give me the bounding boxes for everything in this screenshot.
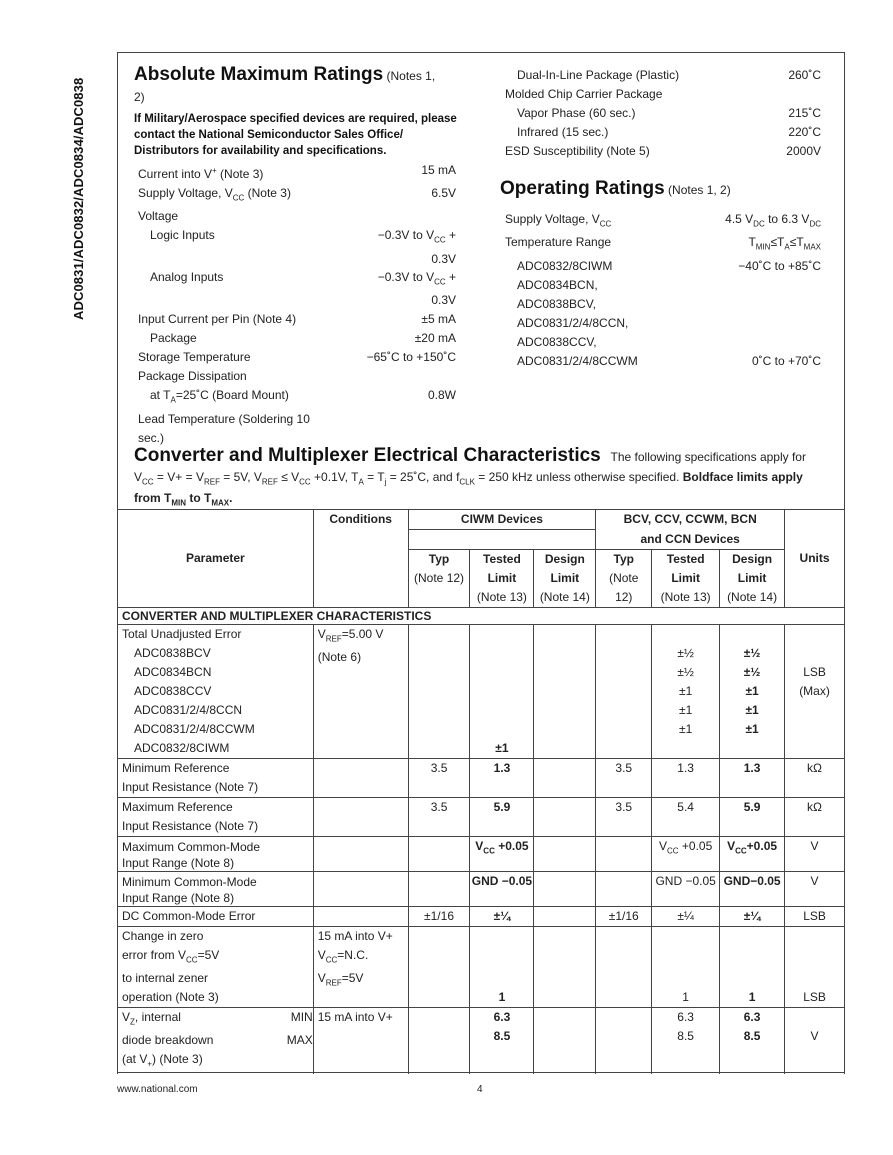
right-row: Vapor Phase (60 sec.) 215˚C [517,106,821,120]
header-units: Units [785,510,845,608]
abs-row: Package Dissipation [138,369,247,384]
header-bcv2: and CCN Devices [596,530,785,550]
header-conditions: Conditions [313,510,408,608]
side-title: ADC0831/ADC0832/ADC0834/ADC0838 [71,77,86,320]
electrical-heading: Converter and Multiplexer Electrical Characteristics The following specifications apply for $V_{CC} = V+ = V_{REF} = 5V$, $V_{REF} \le V_{CC} +0.1V$, $T_A = T_j$ = 25˚C, and $f_{CLK} = 250$ kHz unless otherwise specified. Boldface limits apply from $T_{MIN}$ to $T_{MAX}$. [134,445,806,508]
table-row: $V_Z$, internal MIN diode breakdown MAX (at $V_+$) (Note 3) 15 mA into V+ 6.3 8.5 6.3 8.5 6.3 8.5 V [118,1007,845,1073]
abs-max-section [134,62,464,159]
abs-row: Storage Temperature −65˚C to +150˚C [138,350,456,365]
operating-notes: (Notes 1, 2) [668,183,731,197]
abs-max-table [138,161,456,448]
table-row: Change in zero error from $V_{CC}=5V$ to internal zener operation (Note 3) 15 mA into V+ $V_{CC}=N.C$. $V_{REF}=5V$ 1 1 1 LSB [118,926,845,1007]
header-parameter: Parameter [118,510,314,608]
right-row: Molded Chip Carrier Package [505,87,663,101]
abs-row: Package ±20 mA [150,331,456,346]
abs-row: at $T_A=25˚C$ (Board Mount) 0.8W [150,388,456,405]
abs-row: Voltage [138,209,179,224]
abs-max-notes2: 2) [134,90,145,104]
abs-row: Current into V+ (Note 3) 15 mA [138,163,456,181]
header-ciwm: CIWM Devices [408,510,596,530]
table-row: DC Common-Mode Error ±1/16 ±¼ ±1/16 ±¼ ±¼ LSB [118,906,845,926]
section-title: CONVERTER AND MULTIPLEXER CHARACTERISTICS [118,607,845,624]
operating-table: Supply Voltage, $V_{CC}$ 4.5 $V_{DC}$ to 6.3 $V_{DC}$ Temperature Range $T_{MIN}\le T_A\le T_{MAX}$ ADC0832/8CIWM −40˚C to +85˚C ADC0834BCN, ADC0838BCV, ADC0831/2/4/8CCN, ADC0838CCV, ADC0831/2/4/8CCWM 0˚C to +70˚C [505,212,821,368]
right-row: Infrared (15 sec.) 220˚C [517,125,821,139]
operating-title: Operating Ratings [500,178,665,199]
table-row: Minimum Reference Input Resistance (Note 7) 3.5 1.3 3.5 1.3 1.3 kΩ [118,758,845,797]
table-row: Minimum Common-Mode Input Range (Note 8) GND −0.05 GND −0.05 GND−0.05 V [118,871,845,906]
abs-row: Supply Voltage, $V_{CC}$ (Note 3) 6.5V [138,186,456,203]
abs-row: Input Current per Pin (Note 4) ±5 mA [138,312,456,327]
table-row: Maximum Common-Mode Input Range (Note 8) $V_{CC} +0.05$ $V_{CC} +0.05$ $V_{CC}+0.05$ V [118,836,845,871]
right-top-table [505,66,821,161]
abs-row: Logic Inputs −0.3V to $V_{CC}$ + 0.3V [150,228,456,266]
table-row: Total Unadjusted Error ADC0838BCV ADC0834BCN ADC0838CCV ADC0831/2/4/8CCN ADC0831/2/4/8CCWM ADC0832/8CIWM $V_{REF}=5.00$ V (Note 6) ±1 ±½ ±½ ±1 ±1 ±1 ±½ ±½ ±1 ±1 ±1 LSB (Max) [118,624,845,758]
military-notice: If Military/Aerospace specified devices are required, please contact the National Semiconductor Sales Office/ Distributors for availability and specifications. [134,113,457,157]
abs-max-notes: (Notes 1, [386,69,436,83]
right-row: ESD Susceptibility (Note 5) 2000V [505,144,821,158]
electrical-table: Parameter Conditions CIWM Devices BCV, CCV, CCWM, BCN Units and CCN Devices Typ Tested Design Typ Tested Design (Note 12) Limit (Note 13) Limit (Note 14) (Note 12) Limit (Note 13) Limit (Note 14) CONVERTER AND MULTIPLEXER CHARACTERISTICS Total Unadjusted Error ADC0838BCV ADC0834BCN ADC0838CCV ADC0831/2/4/8CCN ADC0831/2/4/8CCWM ADC0832/8CIWM $V_{REF}=5.00$ V (Note 6) ±1 ±½ ±½ ±1 ±1 ±1 ±½ ±½ ±1 ±1 ±1 LSB (Max) Minimum Reference Input Resistance (Note 7) 3.5 1.3 3.5 1.3 1.3 kΩ Maximum Reference Input Resistance (Note 7) 3.5 5.9 3.5 5.4 5.9 kΩ Maximum Common-Mode Input Range (Note 8) $V_{CC} +0.05$ $V_{CC} +0.05$ $V_{CC}+0.05$ V Minimum Common-Mode Input Range (Note 8) GND −0.05 GND −0.05 GND−0.05 V DC Common-Mode Error ±1/16 ±¼ ±1/16 ±¼ ±¼ LSB Change in zero error from $V_{CC}=5V$ to internal zener operation (Note 3) 15 mA into V+ $V_{CC}=N.C$. $V_{REF}=5V$ 1 1 1 LSB $V_Z$, internal MIN diode breakdown MAX (at $V_+$) (Note 3) 15 mA into V+ 6.3 8.5 6.3 8.5 6.3 8.5 V [117,509,845,1074]
table-row: Maximum Reference Input Resistance (Note 7) 3.5 5.9 3.5 5.4 5.9 kΩ [118,797,845,836]
footer-url: www.national.com [117,1084,198,1095]
footer-page: 4 [477,1084,483,1095]
abs-row: Analog Inputs −0.3V to $V_{CC}$ + 0.3V [150,269,456,308]
abs-max-title: Absolute Maximum Ratings [134,64,384,85]
operating-section [500,176,731,203]
abs-row: Lead Temperature (Soldering 10 sec.) [138,411,310,445]
electrical-title: Converter and Multiplexer Electrical Characteristics [134,445,601,466]
right-row: Dual-In-Line Package (Plastic) 260˚C [517,68,821,82]
header-bcv: BCV, CCV, CCWM, BCN [596,510,785,530]
